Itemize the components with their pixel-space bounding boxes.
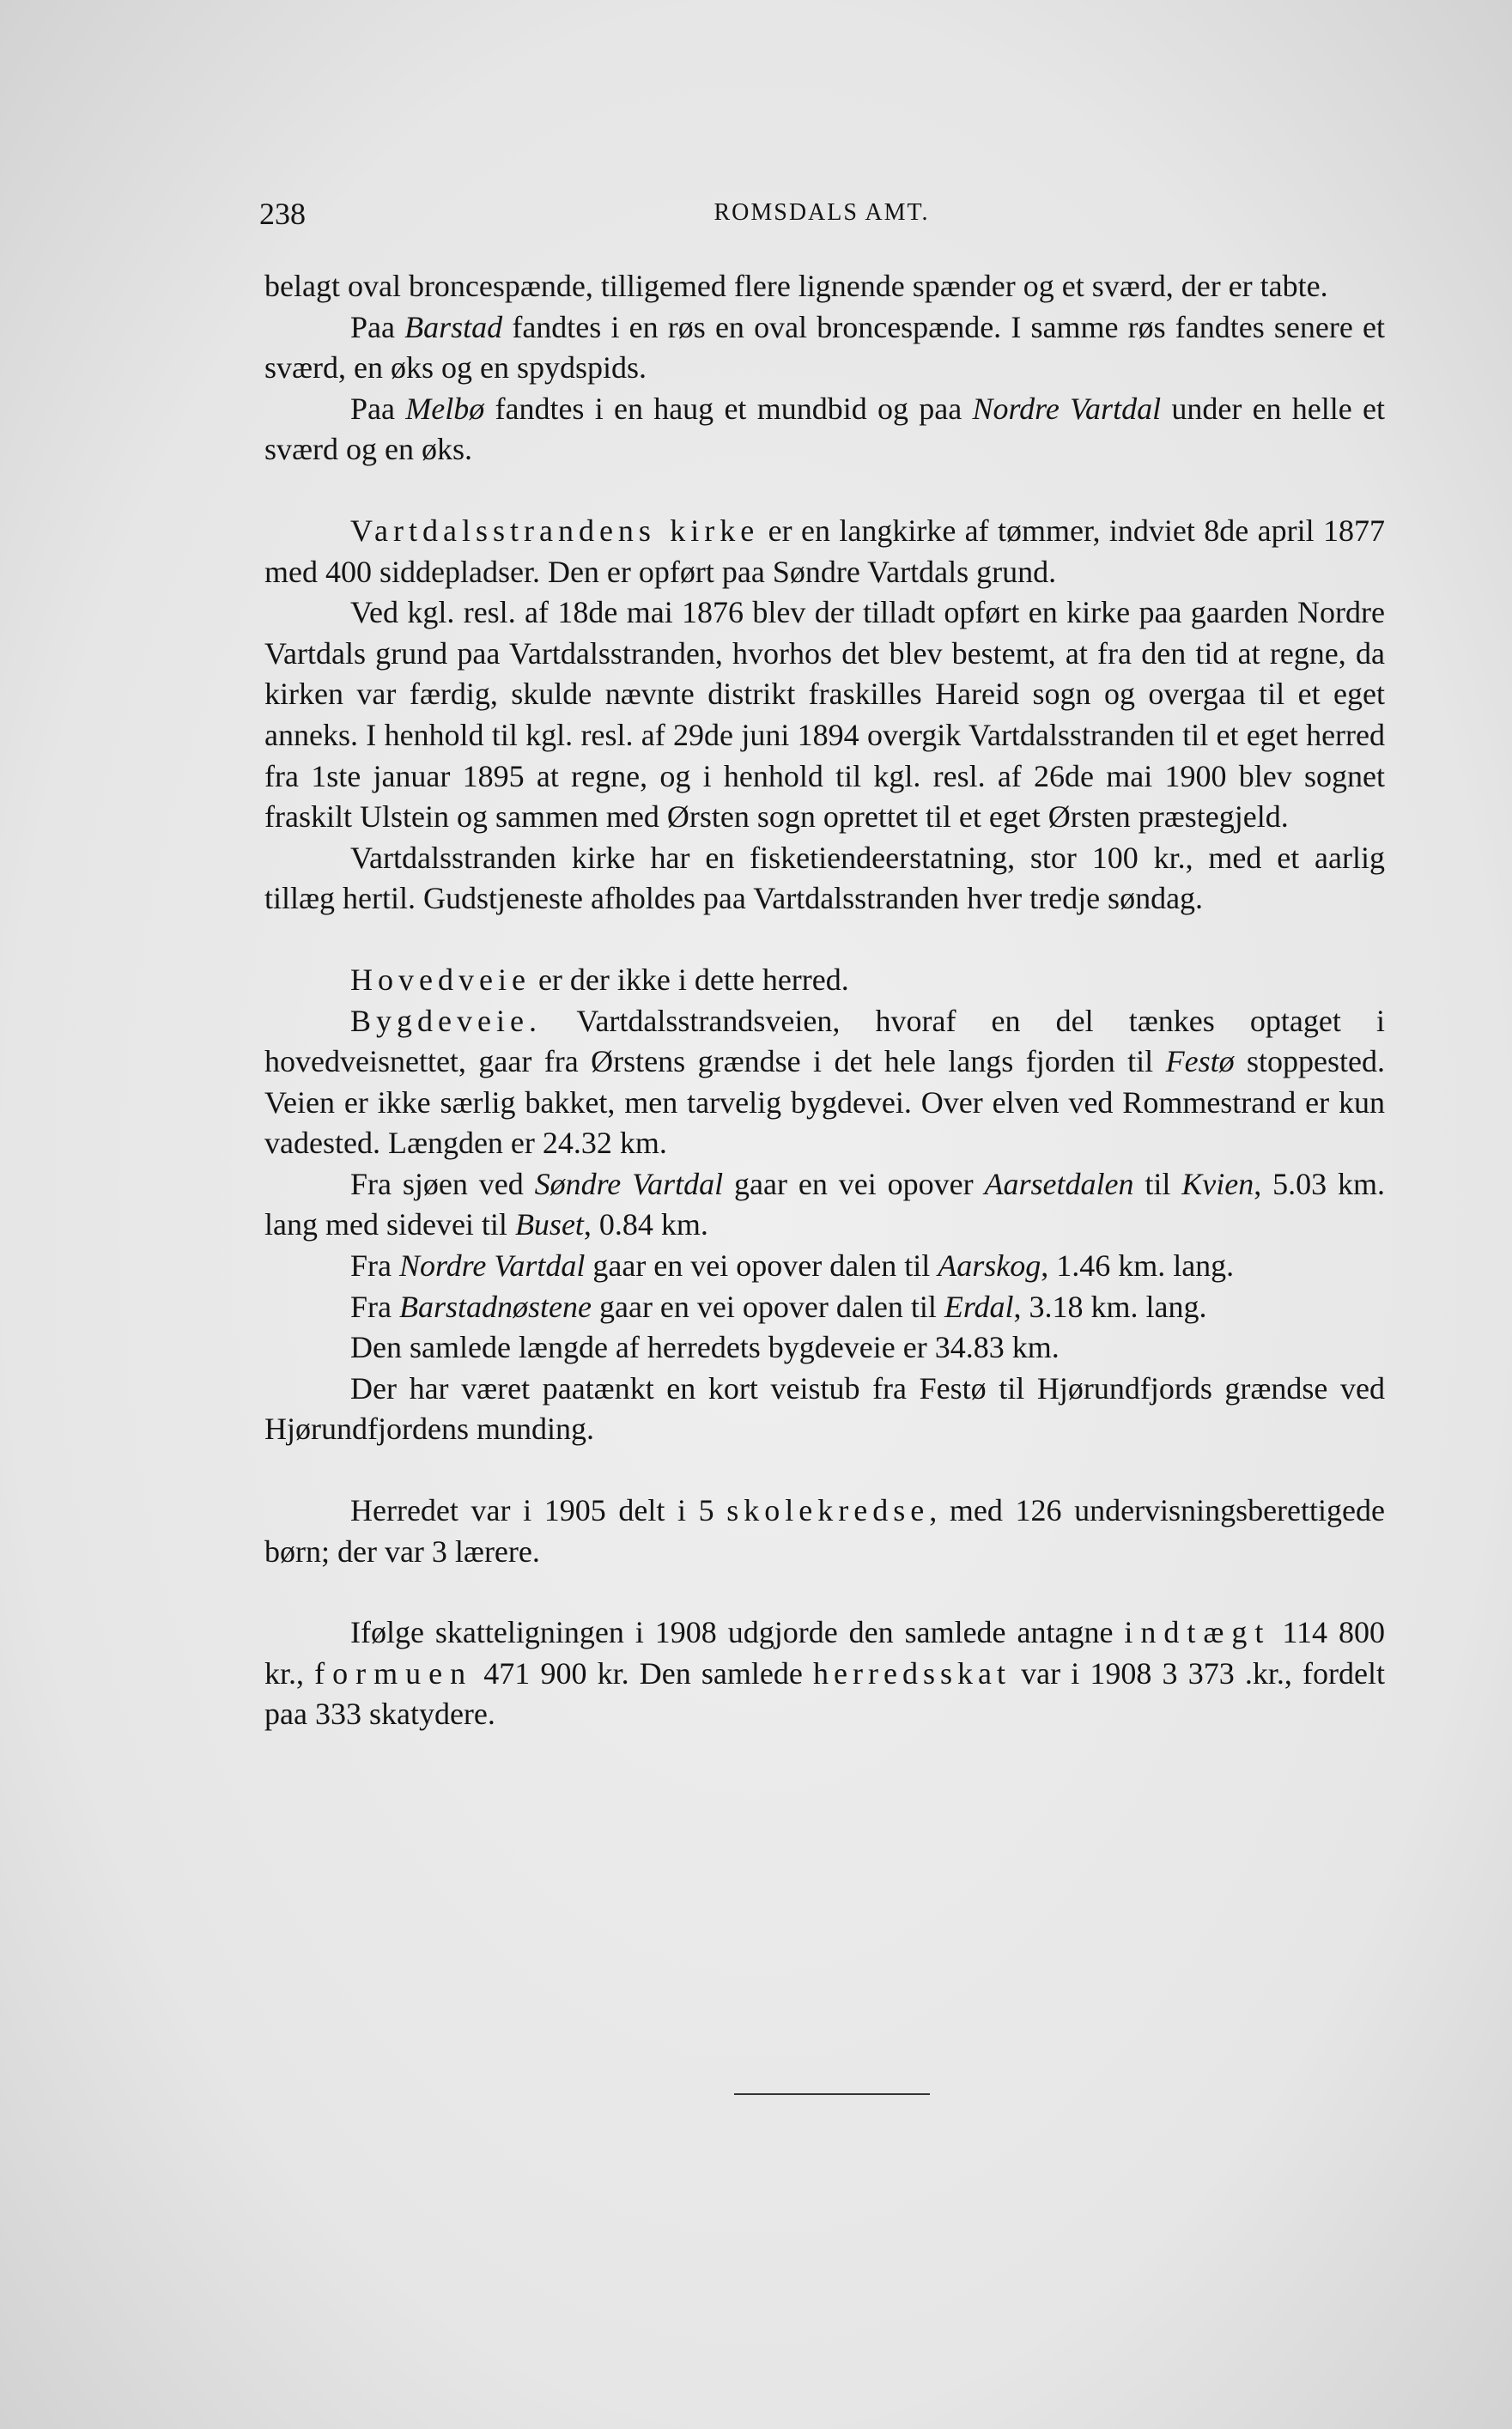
text-run: er der ikke i dette herred. bbox=[530, 962, 849, 997]
end-rule bbox=[734, 2093, 930, 2095]
place-name: Søndre Vartdal bbox=[534, 1166, 724, 1201]
text-run: fandtes i en haug et mundbid og paa bbox=[484, 391, 973, 426]
paragraph-5 bbox=[264, 592, 1385, 838]
text-run: Den samlede længde af herredets bygdeveie er 34.83 km. bbox=[350, 1330, 1060, 1365]
spaced-heading: Hovedveie bbox=[350, 962, 531, 997]
text-run: Vartdalsstrandsveien, hvoraf en del tænkes optaget i hovedveisnettet, gaar fra Ørstens grændse i det hele langs fjorden til bbox=[264, 1003, 1385, 1079]
text-run: gaar en vei opover dalen til bbox=[585, 1248, 938, 1284]
page-number: 238 bbox=[259, 197, 306, 231]
text-run: Fra bbox=[350, 1289, 399, 1324]
place-name: Aarskog bbox=[938, 1248, 1041, 1284]
paragraph-13 bbox=[264, 1369, 1385, 1450]
text-run: er en langkirke af tømmer, indviet 8de april 1877 med 400 siddepladser. Den er opført paa Søndre Vartdals grund. bbox=[264, 513, 1385, 589]
text-run: , 5.03 km. lang med sidevei til bbox=[264, 1166, 1385, 1242]
text-run: fandtes i en røs en oval broncespænde. I samme røs fandtes senere et sværd, en øks og en spydspids. bbox=[264, 309, 1386, 386]
text-run: Fra sjøen ved bbox=[350, 1166, 535, 1201]
spaced-term: herredsskat bbox=[813, 1655, 1011, 1691]
text-run: til bbox=[1133, 1166, 1182, 1201]
place-name: Nordre Vartdal bbox=[399, 1248, 586, 1284]
spaced-term: formuen bbox=[314, 1655, 474, 1691]
text-run: Der har været paatænkt en kort veistub fra Festø til Hjørundfjords grændse ved Hjørundfjordens munding. bbox=[264, 1370, 1385, 1447]
body-text bbox=[264, 266, 1385, 1735]
paragraph-church bbox=[264, 511, 1385, 592]
paragraph-taxes bbox=[264, 1612, 1385, 1735]
paragraph-3 bbox=[264, 389, 1385, 471]
paragraph-10 bbox=[264, 1246, 1385, 1287]
running-title: ROMSDALS AMT. bbox=[713, 199, 930, 226]
text-run: , med 126 undervisningsberettigede børn; der var 3 lærere. bbox=[264, 1493, 1385, 1569]
paragraph-schools bbox=[264, 1491, 1385, 1572]
place-name: Nordre Vartdal bbox=[972, 391, 1162, 426]
spaced-term: skolekredse bbox=[726, 1493, 930, 1528]
spaced-term: indtægt bbox=[1124, 1615, 1272, 1650]
text-run: under en helle et sværd og en øks. bbox=[264, 391, 1386, 467]
text-run: gaar en vei opover dalen til bbox=[591, 1289, 944, 1324]
place-name: Aarsetdalen bbox=[984, 1166, 1134, 1201]
page-header bbox=[259, 196, 1384, 239]
text-run: Vartdalsstranden kirke har en fisketiendeerstatning, stor 100 kr., med et aarlig tillæg hertil. Gudstjeneste afholdes paa Vartdalsstranden hver tredje søndag. bbox=[264, 840, 1385, 916]
paragraph-11 bbox=[264, 1287, 1385, 1328]
paragraph-1 bbox=[264, 266, 1385, 307]
text-run: Fra bbox=[350, 1248, 399, 1284]
place-name: Festø bbox=[1165, 1044, 1235, 1079]
paragraph-9 bbox=[264, 1164, 1385, 1246]
place-name: Buset bbox=[514, 1207, 584, 1242]
text-run: , 0.84 km. bbox=[583, 1207, 708, 1242]
text-run: Paa bbox=[350, 309, 405, 344]
text-run: gaar en vei opover bbox=[723, 1166, 985, 1201]
text-run: , 1.46 km. lang. bbox=[1041, 1248, 1235, 1284]
place-name: Barstadnøstene bbox=[399, 1289, 592, 1324]
spaced-heading: Vartdalsstrandens kirke bbox=[350, 513, 760, 548]
text-run: Herredet var i 1905 delt i 5 bbox=[350, 1493, 727, 1528]
place-name: Melbø bbox=[405, 391, 485, 426]
text-run: stoppested. Veien er ikke særlig bakket, men tarvelig bygdevei. Over elven ved Rommestrand er kun vadested. Længden er 24.32 km. bbox=[264, 1044, 1386, 1161]
paragraph-6 bbox=[264, 838, 1385, 920]
paragraph-12 bbox=[264, 1327, 1385, 1369]
text-run: belagt oval broncespænde, tilligemed flere lignende spænder og et sværd, der er tabte. bbox=[264, 269, 1328, 303]
paragraph-village-roads bbox=[264, 1001, 1385, 1164]
place-name: Kvien bbox=[1181, 1166, 1254, 1201]
paragraph-2 bbox=[264, 307, 1385, 389]
text-run: Ifølge skatteligningen i 1908 udgjorde den samlede antagne bbox=[350, 1615, 1125, 1650]
text-run: 471 900 kr. Den samlede bbox=[473, 1655, 814, 1691]
text-run: var i 1908 3 373 .kr., fordelt paa 333 skatydere. bbox=[264, 1655, 1385, 1732]
text-run: Paa bbox=[350, 391, 406, 426]
paragraph-main-roads bbox=[264, 960, 1385, 1001]
place-name: Erdal bbox=[944, 1289, 1014, 1324]
text-run: , 3.18 km. lang. bbox=[1013, 1289, 1207, 1324]
spaced-heading: Bygdeveie. bbox=[350, 1003, 542, 1038]
text-run: Ved kgl. resl. af 18de mai 1876 blev der tilladt opført en kirke paa gaarden Nordre Vartdals grund paa Vartdalsstranden, hvorhos det blev bestemt, at fra den tid at regne, da kirken var færdig, skulde nævnte distrikt fraskilles Hareid sogn og overgaa til et eget anneks. I henhold til kgl. resl. af 29de juni 1894 overgik Vartdalsstranden til et eget herred fra 1ste januar 1895 at regne, og i henhold til kgl. resl. af 26de mai 1900 blev sognet fraskilt Ulstein og sammen med Ørsten sogn oprettet til et eget Ørsten præstegjeld. bbox=[264, 595, 1385, 835]
text-run: 114 800 kr., bbox=[264, 1615, 1385, 1691]
place-name: Barstad bbox=[404, 309, 503, 344]
